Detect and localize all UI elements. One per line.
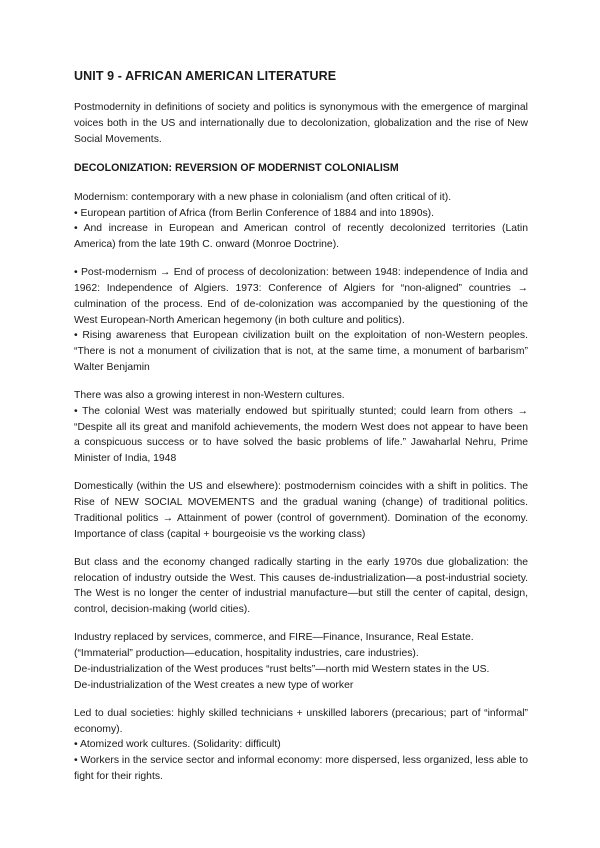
industry-line: Industry replaced by services, commerce, and FIRE—Finance, Insurance, Real Estate. — [74, 632, 474, 644]
domestic-paragraph: Domestically (within the US and elsewhere): postmodernism coincides with a shift in politics. The Rise of NEW SOCIAL MOVEMENTS and the gradual waning (change) of traditional politics. Traditional politics → Attainment of power (control of government). Domination of the economy. Importance of class (capital + bourgeoisie vs the working class) — [74, 481, 528, 540]
section-heading: DECOLONIZATION: REVERSION OF MODERNIST COLONIALISM — [74, 161, 399, 174]
postmodernism-paragraph — [74, 265, 528, 375]
interest-bullet: • The colonial West was materially endowed but spiritually stunted; could learn from others → “Despite all its great and manifold achievements, the modern West does not appear to have been a conspicuous success or to have solved the basic problems of life.” Jawaharlal Nehru, Prime Minister of India, 1948 — [74, 405, 528, 464]
dual-bullet: • Workers in the service sector and informal economy: more dispersed, less organized, less able to fight for their rights. — [74, 755, 528, 782]
industry-line: De-industrialization of the West produces “rust belts”—north mid Western states in the US. — [74, 663, 490, 675]
document-page — [74, 66, 528, 797]
postmodernism-bullet: • Rising awareness that European civilization built on the exploitation of non-Western peoples. “There is not a monument of civilization that is not, at the same time, a monument of barbarism” Walter Benjamin — [74, 330, 528, 373]
industry-line: De-industrialization of the West creates a new type of worker — [74, 679, 354, 691]
interest-paragraph — [74, 388, 528, 467]
postmodernism-bullet: • Post-modernism → End of process of decolonization: between 1948: independence of India and 1962: Independence of Algiers. 1973: Conference of Algiers for “non-aligned” countries → culmination of the process. End of de-colonization was accompanied by the questioning of the West European-North American hegemony (in both culture and politics). — [74, 267, 528, 326]
interest-lead: There was also a growing interest in non-Western cultures. — [74, 390, 345, 401]
dual-lead: Led to dual societies: highly skilled technicians + unskilled laborers (precarious; part of “informal” economy). — [74, 707, 528, 735]
dual-societies-paragraph — [74, 706, 528, 785]
dual-bullet: • Atomized work cultures. (Solidarity: difficult) — [74, 739, 281, 751]
modernism-bullet: • And increase in European and American control of recently decolonized territories (Latin America) from the late 19th C. onward (Monroe Doctrine). — [74, 223, 528, 250]
economy-paragraph: But class and the economy changed radically starting in the early 1970s due globalization: the relocation of industry outside the West. This causes de-industrialization—a post-industrial society. The West is no longer the center of industrial manufacture—but still the center of capital, design, control, decision-making (world cities). — [74, 556, 528, 615]
intro-paragraph: Postmodernity in definitions of society and politics is synonymous with the emergence of marginal voices both in the US and internationally due to decolonization, globalization and the rise of New Social Movements. — [74, 102, 528, 145]
industry-line: (“Immaterial” production—education, hospitality industries, care industries). — [74, 648, 419, 659]
modernism-bullet: • European partition of Africa (from Berlin Conference of 1884 and into 1890s). — [74, 207, 435, 219]
industry-paragraph — [74, 630, 528, 693]
page-title: UNIT 9 - AFRICAN AMERICAN LITERATURE — [74, 69, 337, 83]
modernism-paragraph — [74, 190, 528, 253]
modernism-lead: Modernism: contemporary with a new phase in colonialism (and often critical of it). — [74, 191, 452, 203]
